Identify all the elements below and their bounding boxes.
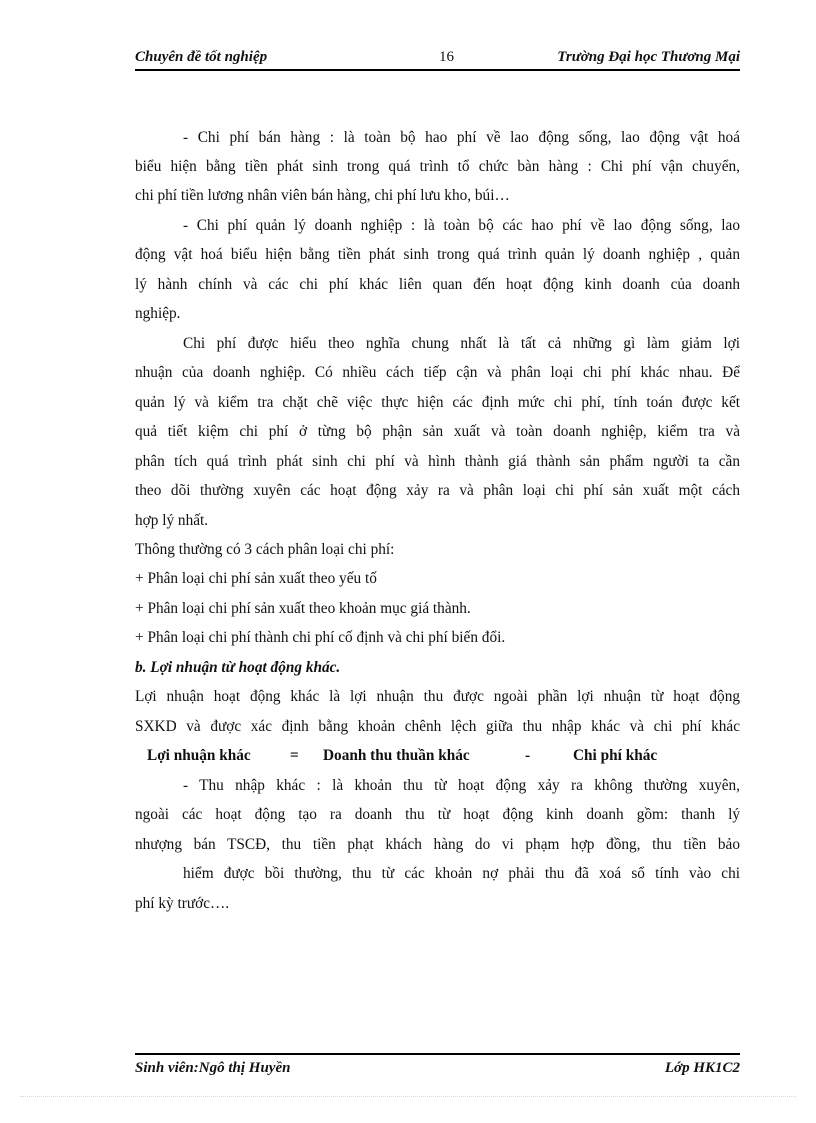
formula-minus: - xyxy=(525,747,531,764)
header-school: Trường Đại học Thương Mại xyxy=(557,49,740,65)
text-line: + Phân loại chi phí thành chi phí cố định và chi phí biến đổi. xyxy=(135,629,506,646)
text-line: Thông thường có 3 cách phân loại chi phí: xyxy=(135,541,395,558)
formula-term-revenue: Doanh thu thuần khác xyxy=(323,747,470,764)
text-line: - Chi phí quản lý doanh nghiệp : là toàn bộ các hao phí về lao động sống, lao xyxy=(183,217,740,234)
formula-term-profit: Lợi nhuận khác xyxy=(147,747,251,764)
text-line: theo dõi thường xuyên các hoạt động xảy ra và phân loại chi phí sản xuất một cách xyxy=(135,482,740,499)
text-line: SXKD và được xác định bằng khoản chênh lệch giữa thu nhập khác và chi phí khác xyxy=(135,718,740,735)
profit-formula xyxy=(135,746,740,766)
text-line: - Thu nhập khác : là khoản thu từ hoạt động xảy ra không thường xuyên, xyxy=(183,777,740,794)
text-line: nghiệp. xyxy=(135,305,181,322)
text-line: - Chi phí bán hàng : là toàn bộ hao phí về lao động sống, lao động vật hoá xyxy=(183,129,740,146)
formula-equals: = xyxy=(290,747,299,764)
text-line: chi phí tiền lương nhân viên bán hàng, chi phí lưu kho, búi… xyxy=(135,187,510,204)
text-line: ngoài các hoạt động tạo ra doanh thu từ hoạt động kinh doanh gồm: thanh lý xyxy=(135,806,740,823)
text-line: Chi phí được hiểu theo nghĩa chung nhất là tất cả những gì làm giảm lợi xyxy=(183,335,740,352)
text-line: phí kỳ trước…. xyxy=(135,895,230,912)
page-header xyxy=(135,49,740,71)
text-line: Lợi nhuận hoạt động khác là lợi nhuận thu được ngoài phần lợi nhuận từ hoạt động xyxy=(135,688,740,705)
page-number: 16 xyxy=(439,49,454,65)
text-line: nhuận của doanh nghiệp. Có nhiều cách tiếp cận và phân loại chi phí khác nhau. Để xyxy=(135,364,740,381)
text-line: động vật hoá biểu hiện bằng tiền phát sinh trong quá trình quản lý doanh nghiệp , quản xyxy=(135,246,740,263)
text-line: + Phân loại chi phí sản xuất theo khoản mục giá thành. xyxy=(135,600,471,617)
text-line: nhượng bán TSCĐ, thu tiền phạt khách hàng do vi phạm hợp đồng, thu tiền bảo xyxy=(135,836,740,853)
text-line: lý hành chính và các chi phí khác liên quan đến hoạt động kinh doanh của doanh xyxy=(135,276,740,293)
text-line: + Phân loại chi phí sản xuất theo yếu tố xyxy=(135,570,377,587)
header-title: Chuyên đề tốt nghiệp xyxy=(135,49,268,65)
text-line: quản lý và kiểm tra chặt chẽ việc thực hiện các định mức chi phí, tính toán được kết xyxy=(135,394,740,411)
page-edge-divider xyxy=(20,1096,796,1097)
text-line: phân tích quá trình phát sinh chi phí và hình thành giá thành sản phẩm người ta cần xyxy=(135,453,740,470)
formula-term-cost: Chi phí khác xyxy=(573,747,658,764)
footer-class: Lớp HK1C2 xyxy=(664,1060,740,1076)
text-line: biểu hiện bằng tiền phát sinh trong quá trình tổ chức bàn hàng : Chi phí vận chuyển, xyxy=(135,158,740,175)
text-line: hợp lý nhất. xyxy=(135,512,209,529)
page-footer xyxy=(135,1053,740,1081)
text-line: quả tiết kiệm chi phí ở từng bộ phận sản xuất và toàn doanh nghiệp, kiểm tra và xyxy=(135,423,740,440)
section-heading: b. Lợi nhuận từ hoạt động khác. xyxy=(135,659,341,676)
footer-student: Sinh viên:Ngô thị Huyền xyxy=(135,1060,291,1076)
text-line: hiểm được bồi thường, thu từ các khoản nợ phải thu đã xoá sổ tính vào chi xyxy=(183,865,740,882)
